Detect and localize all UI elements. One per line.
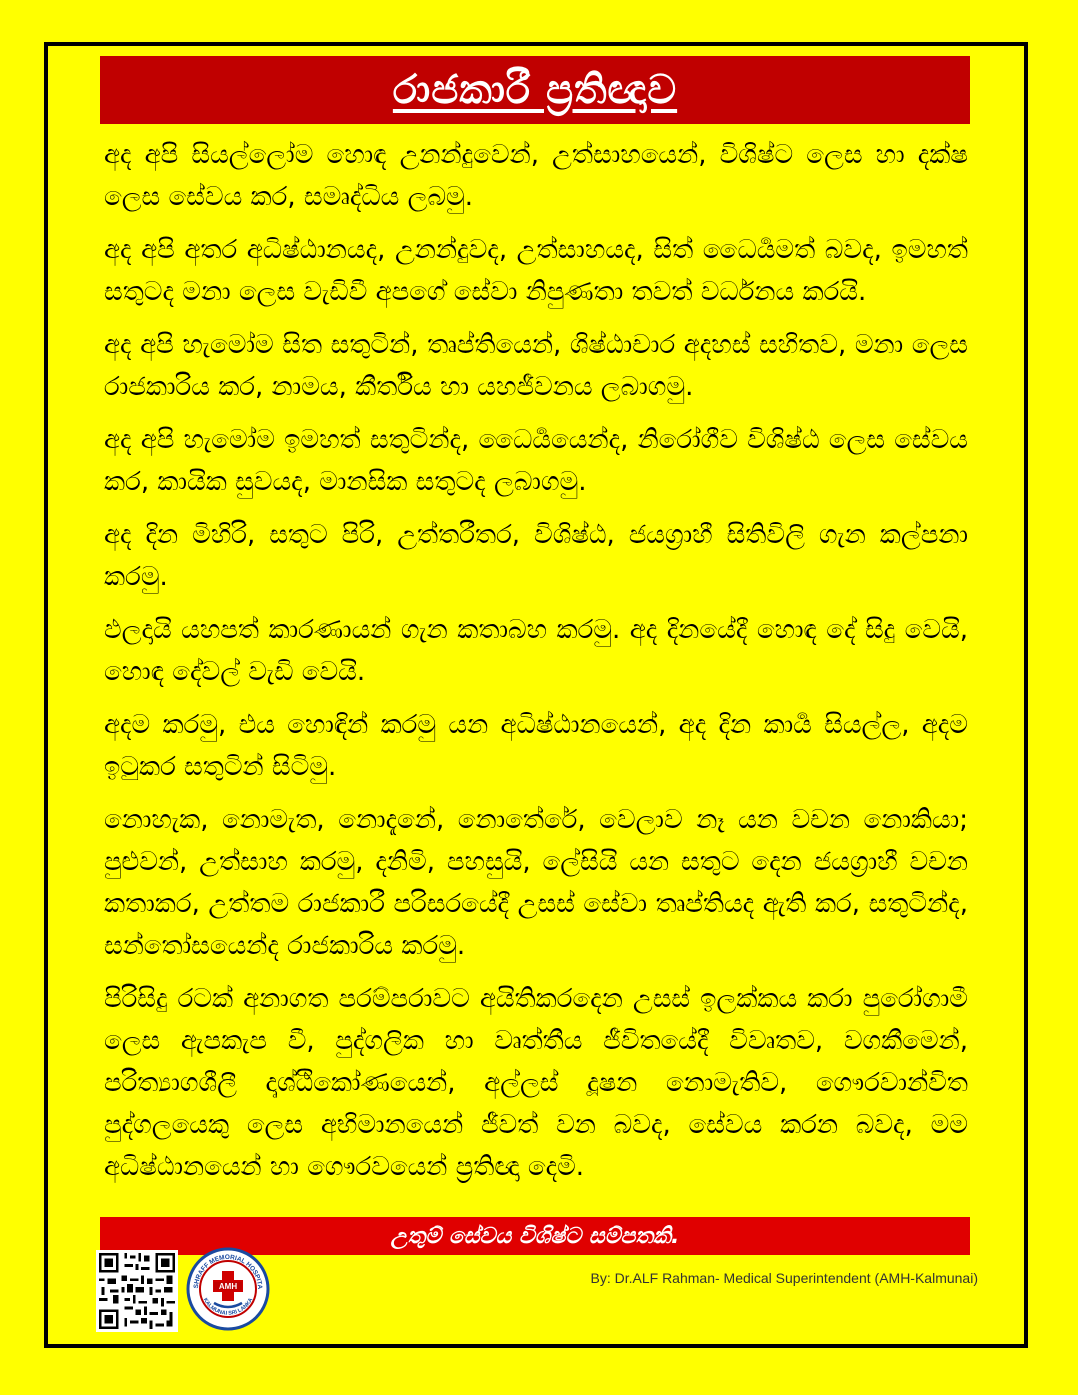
page-title: රාජකාරී ප්‍රතිඥාව <box>392 67 678 113</box>
pledge-paragraph: අද අපි සියල්ලෝම හොඳ උනන්දුවෙන්, උත්සාහයෙන්, විශිෂ්ට ලෙස හා දක්ෂ ලෙස සේවය කර, සමෘද්ධිය ලබමු. <box>104 140 968 212</box>
pledge-paragraph: අද දින මිහිරි, සතුට පිරි, උත්තරීතර, විශිෂ්ඨ, ජයග්‍රාහී සිතිවිලි ගැන කල්පනා කරමු. <box>104 520 968 592</box>
svg-text:KALMUNAI SRI LANKA: KALMUNAI SRI LANKA <box>201 1297 255 1317</box>
pledge-paragraph: අද අපි අතර අධිෂ්ඨානයද, උනන්දුවද, උත්සාහයද, සිත් ධෛර්‍යමත් බවද, ඉමහත් සතුටද මනා ලෙස වැඩිවී අපගේ සේවා නිපුණතා තවත් වර්ධනය කරයි. <box>104 235 968 307</box>
pledge-body <box>104 134 968 1199</box>
hospital-logo <box>186 1247 270 1331</box>
pledge-paragraph: අද අපි හැමෝම ඉමහත් සතුටින්ද, ධෛර්‍යයෙන්ද, නිරෝගීව විශිෂ්ඨ ලෙස සේවය කර, කායික සුවයද, මානසික සතුටද ලබාගමු. <box>104 425 968 497</box>
svg-text:ASHRAFF MEMORIAL HOSPITAL: SHRAFF MEMORIAL HOSPITA <box>192 1253 264 1290</box>
pledge-paragraph: පිරිසිදු රටක් අනාගත පරම්පරාවට අයිතිකරදෙන උසස් ඉලක්කය කරා පුරෝගාමී ලෙස ඇපකැප වී, පුද්ගලික හා වෘත්තීය ජීවිතයේදී විවෘතව, වගකීමෙන්, පරිත්‍යාගශීලී දෘශ්ඨිකෝණයෙන්, අල්ලස් දූෂන නොමැතිව, ගෞරවාන්විත පුද්ගලයෙකු ලෙස අභිමානයෙන් ජීවත් වන බවද, සේවය කරන බවද, මම අධිෂ්ඨානයෙන් හා ගෞරවයෙන් ප්‍රතිඥා දෙමි. <box>104 984 968 1182</box>
logo-center-text: AMH <box>218 1282 238 1291</box>
pledge-paragraph: අද අපි හැමෝම සිත සතුටින්, තෘප්තියෙන්, ශිෂ්ඨාචාර අදහස් සහිතව, මනා ලෙස රාජකාරිය කර, නාමය, කීර්තිය හා යහජීවනය ලබාගමු. <box>104 330 968 402</box>
pledge-paragraph: ඵලදායි යහපත් කාරණායන් ගැන කතාබහ කරමු. අද දිනයේදී හොඳ දේ සිදු වෙයි, හොඳ දේවල් වැඩි වෙයි. <box>104 615 968 687</box>
pledge-paragraph: අදම කරමු, එය හොඳින් කරමු යන අධිෂ්ඨානයෙන්, අද දින කාර්‍ය සියල්ල, අදම ඉටුකර සතුටින් සිටිමු. <box>104 710 968 782</box>
pledge-paragraph: නොහැක, නොමැත, නොදැනේ, නොතේරේ, වෙලාව නෑ යන වචන නොකියා; පුළුවන්, උත්සාහ කරමු, දනිමි, පහසුයි, ලේසියි යන සතුට දෙන ජයග්‍රාහී වචන කතාකර, උත්තම රාජකාරී පරිසරයේදී උසස් සේවා තෘප්තියද ඇති කර, සතුටින්ද, සන්තෝසයෙන්ද රාජකාරිය කරමු. <box>104 805 968 961</box>
qr-code-icon[interactable] <box>96 1250 178 1332</box>
title-banner <box>100 56 970 124</box>
footer-slogan: උතුම් සේවය විශිෂ්ට සම්පතකි. <box>390 1223 680 1249</box>
author-credit: By: Dr.ALF Rahman- Medical Superintendent (AMH-Kalmunai) <box>590 1270 978 1286</box>
